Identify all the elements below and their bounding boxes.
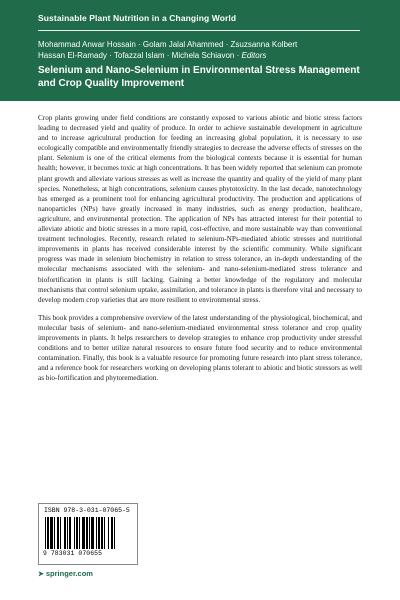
blurb-paragraph-1: Crop plants growing under field conditions are constantly exposed to various abiotic and biotic stress factors leading to decreased yield and quality of produce. In order to achieve sustainable development in agriculture and to increase agricultural production for feeding an increasing global population, it is necessary to use ecologically compatible and environmentally friendly strategies to decrease the adverse effects of stresses on the plant. Selenium is one of the critical elements from the biological contexts because it is essential for human health; however, it becomes toxic at high concentrations. It has been widely reported that selenium can promote plant growth and alleviate various stresses as well as increase the quantity and quality of the yield of many plant species. Nonetheless, at high concentrations, selenium causes phytotoxicity. In the last decade, nanotechnology has emerged as a prominent tool for enhancing agricultural productivity. The production and applications of nanoparticles (NPs) have greatly increased in many industries, such as energy production, healthcare, agriculture, and environmental protection. The application of NPs has attracted interest for their potential to alleviate abiotic and biotic stresses in a more rapid, cost-effective, and more sustainable way than conventional treatment technologies. Recently, research related to selenium-NPs-mediated abiotic stresses and nutritional improvements in plants has received considerable interest by the scientific community. While significant progress was made in selenium biochemistry in relation to stress tolerance, an in-depth understanding of the molecular mechanisms associated with the selenium- and nano-selenium-mediated stress tolerance and biofortification in plants is still lacking. Gaining a better knowledge of the regulatory and molecular mechanisms that control selenium uptake, assimilation, and tolerance in plants is therefore vital and necessary to develop modern crop varieties that are more resilient to environmental stress. — [38, 114, 362, 304]
barcode-bar — [104, 517, 105, 549]
editor-names-line-2: Hassan El-Ramady · Tofazzal Islam · Michela Schiavon · Editors — [38, 51, 267, 60]
arrow-right-icon: ➤ — [38, 571, 44, 578]
barcode-bar — [47, 517, 49, 549]
barcode-icon — [45, 517, 131, 549]
barcode-bar — [50, 517, 53, 549]
barcode-bar — [64, 517, 66, 549]
editor-names-line-1: Mohammad Anwar Hossain · Golam Jalal Ahammed · Zsuzsanna Kolbert — [38, 40, 298, 49]
blurb-paragraph-2: This book provides a comprehensive overview of the latest understanding of the physiological, biochemical, and molecular basis of selenium- and nano-selenium-mediated environmental stress tolerance and crop quality improvements in plants. It helps researchers to develop strategies to enhance crop productivity under stressful conditions and to better utilize natural resources to ensure future food security and to reduce environmental contamination. Finally, this book is a valuable resource for promoting future research into plant stress tolerance, and a reference book for researchers working on developing plants tolerant to abiotic and biotic stressors as well as bio-fortification and phytoremediation. — [38, 313, 362, 383]
barcode-bar — [96, 517, 97, 549]
barcode-bar — [108, 517, 109, 549]
barcode-number: 9 783031 070655 — [43, 550, 103, 557]
book-title: Selenium and Nano-Selenium in Environmental Stress Management and Crop Quality Improvement — [38, 65, 360, 89]
barcode-bar — [60, 517, 61, 549]
editor-list — [38, 39, 368, 61]
barcode-bar — [86, 517, 88, 549]
barcode-bar — [111, 517, 113, 549]
barcode-bar — [89, 517, 90, 549]
barcode-bar — [54, 517, 55, 549]
barcode-bar — [67, 517, 68, 549]
barcode-bar — [114, 517, 115, 549]
barcode-bar — [45, 517, 46, 549]
publisher-link[interactable] — [38, 569, 93, 578]
barcode-bar — [57, 517, 59, 549]
editor-names-line-2-text: Hassan El-Ramady · Tofazzal Islam · Michela Schiavon — [38, 51, 235, 60]
barcode-bar — [101, 517, 103, 549]
editors-role-label: Editors — [241, 51, 267, 60]
publisher-url: springer.com — [45, 569, 93, 578]
barcode-bar — [76, 517, 78, 549]
blurb — [38, 113, 362, 391]
barcode-bar — [79, 517, 80, 549]
isbn-label: ISBN 978-3-031-07065-5 — [44, 507, 130, 514]
barcode-bar — [98, 517, 100, 549]
barcode-bar — [91, 517, 94, 549]
barcode-bar — [82, 517, 85, 549]
barcode-bar — [74, 517, 75, 549]
header-divider — [38, 30, 360, 31]
isbn-barcode — [38, 503, 138, 565]
barcode-bar — [69, 517, 71, 549]
cover-header — [0, 0, 400, 101]
series-title: Sustainable Plant Nutrition in a Changing World — [38, 13, 237, 23]
